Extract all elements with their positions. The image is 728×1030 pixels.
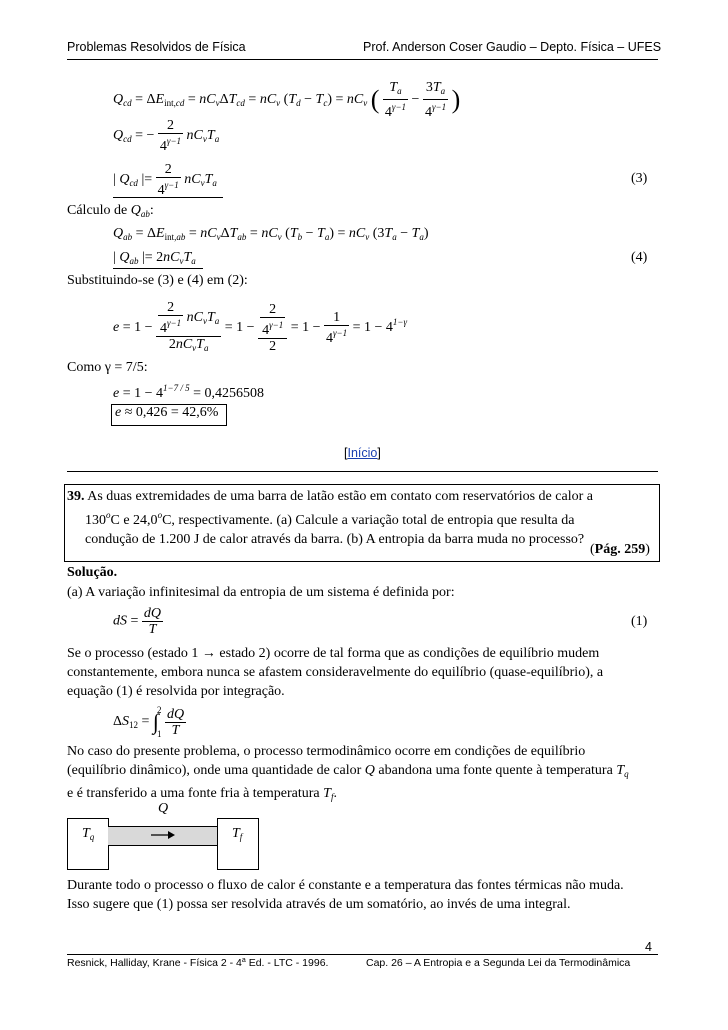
hot-temp-label: $T_q$ [82,826,95,842]
cold-temp-label: $T_f$ [232,826,243,842]
calc-qab-heading: Cálculo de $Q_{ab}$: [67,203,154,219]
equation-e-result: e ≈ 0,426 = 42,6% [115,405,219,420]
equation-integral: $\Delta S_{12} = \int 2$ 1 $\frac{dQ}{T}$ [113,705,185,739]
gamma-text: Como γ = 7/5: [67,360,148,375]
equation-number-1: (1) [631,614,648,629]
page-number: 4 [645,940,652,954]
header-left: Problemas Resolvidos de Física [67,40,246,54]
header-rule [67,59,658,60]
heat-label: Q [158,801,169,816]
equation-underline [113,268,203,269]
header-right: Prof. Anderson Coser Gaudio – Depto. Física – UFES [363,40,662,54]
inicio-link[interactable]: [Início] [344,446,381,460]
equation-ds: dS = $\frac{dQ}{T}$ [113,606,162,637]
footer-right: Cap. 26 – A Entropia e a Segunda Lei da Termodinâmica [366,957,631,969]
page-reference: (Pág. 259) [590,542,650,557]
footer-rule [67,954,658,955]
equation-number-3: (3) [631,171,648,186]
equation-qcd-1: $Q_{cd} = \Delta E_{int,cd} = nC_v\Delta T_{cd} = nC_v$ $(T_d - T_c) = nC_v$ ( $\frac{T_a}{4^{\gamma-1}}$ − $\frac{3T_a}{4^{\gamma-1}}$ ) [113,80,461,120]
equation-efficiency: e = 1 − $\frac{2}{4^{\gamma-1}}$ $nC_vT_a$ $2nC_vT_a$ = 1 − $\frac{\frac{2}{4^{\gamma-1}}}{2}$ = 1 − $\frac{1}{4^{\gamma-1}}$ = $1 - 4^{1-\gamma}$ [113,300,408,354]
equation-qab-1: $Q_{ab} = \Delta E_{int,ab} = nC_v\Delta T_{ab} = nC_v$ $(T_b - T_a) = nC_v$ $(3T_a - T_a)$ [113,226,429,242]
equation-underline [113,197,223,198]
solution-paragraph-1: (a) A variação infinitesimal da entropia de um sistema é definida por: [67,585,455,600]
equation-qcd-3: | $Q_{cd}$ |= $\frac{2}{4^{\gamma-1}}$ $nC_vT_a$ [113,162,217,198]
equation-qcd-2: $Q_{cd}$ = − $\frac{2}{4^{\gamma-1}}$ $nC_vT_a$ [113,118,220,154]
equation-number-4: (4) [631,250,648,265]
equation-qab-2: | $Q_{ab}$ |= $2nC_vT_a$ [113,250,196,266]
problem-statement: 39. As duas extremidades de uma barra de latão estão em contato com reservatórios de calor a 130$^o$C e 24,0$^o$C, respectivamente. (a) Calcule a variação total de entropia que resulta da condução de 1.200 J de calor através da barra. (b) A entropia da barra muda no processo? [67,489,593,547]
footer-left: Resnick, Halliday, Krane - Física 2 - 4$^a$ Ed. - LTC - 1996. [67,957,329,969]
solution-paragraph-3: No caso do presente problema, o processo termodinâmico ocorre em condições de equilíbrio (equilíbrio dinâmico), onde uma quantidade de calor Q abandona uma fonte quente à temperatura $T_q$ e é transferido a uma fonte fria à temperatura $T_f$. [67,744,629,802]
solution-paragraph-4: Durante todo o processo o fluxo de calor é constante e a temperatura das fontes térmicas não muda. Isso sugere que (1) possa ser resolvida através de um somatório, ao invés de uma integral. [67,878,624,912]
heat-flow-arrow-icon [150,829,176,841]
equation-e-value: $e = 1 - 4^{1-7 / 5} = 0,4256508$ [113,383,264,401]
substitution-text: Substituindo-se (3) e (4) em (2): [67,273,248,288]
section-divider [67,471,658,472]
solution-paragraph-2: Se o processo (estado 1 → estado 2) ocorre de tal forma que as condições de equilíbrio mudem constantemente, embora nunca se afastem consideravelmente do equilíbrio (quase-equilíbrio), a equação (1) é resolvida por integração. [67,646,604,699]
solution-title: Solução. [67,565,118,580]
